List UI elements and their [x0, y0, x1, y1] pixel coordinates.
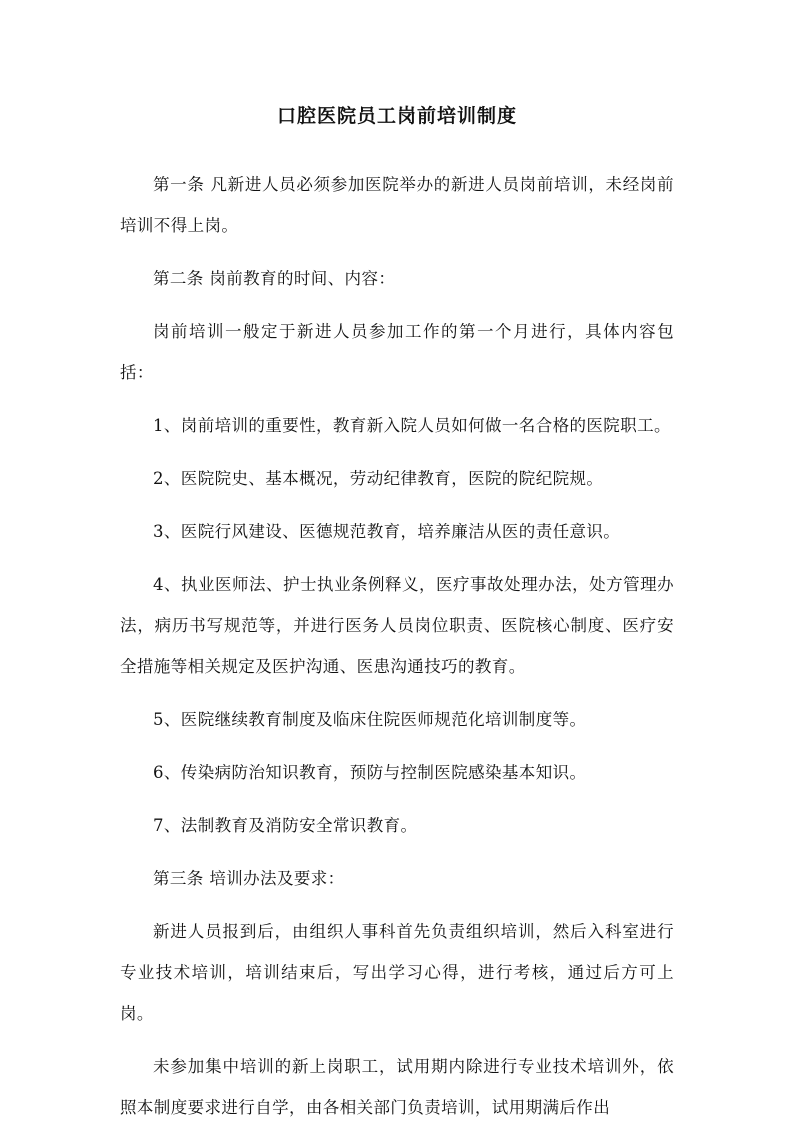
paragraph-item-5: 5、医院继续教育制度及临床住院医师规范化培训制度等。	[153, 710, 587, 729]
paragraph-article-2-heading: 第二条 岗前教育的时间、内容：	[153, 269, 396, 288]
paragraph-self-study: 未参加集中培训的新上岗职工，试用期内除进行专业技术培训外，依照本制度要求进行自学，由各相关部门负责培训，试用期满后作出	[120, 1057, 674, 1117]
paragraph-article-1: 第一条 凡新进人员必须参加医院举办的新进人员岗前培训，未经岗前培训不得上岗。	[120, 175, 674, 235]
paragraph-new-staff-training: 新进人员报到后，由组织人事科首先负责组织培训，然后入科室进行专业技术培训，培训结束后，写出学习心得，进行考核，通过后方可上岗。	[120, 922, 674, 1023]
paragraph-training-time: 岗前培训一般定于新进人员参加工作的第一个月进行，具体内容包括：	[120, 322, 674, 382]
document-title: 口腔医院员工岗前培训制度	[276, 105, 517, 127]
paragraph-article-3-heading: 第三条 培训办法及要求：	[153, 869, 345, 888]
paragraph-item-2: 2、医院院史、基本概况，劳动纪律教育，医院的院纪院规。	[153, 469, 604, 488]
paragraph-item-1: 1、岗前培训的重要性，教育新入院人员如何做一名合格的医院职工。	[153, 416, 671, 435]
paragraph-item-3: 3、医院行风建设、医德规范教育，培养廉洁从医的责任意识。	[153, 522, 621, 541]
paragraph-item-6: 6、传染病防治知识教育，预防与控制医院感染基本知识。	[153, 763, 587, 782]
paragraph-item-4: 4、执业医师法、护士执业条例释义，医疗事故处理办法，处方管理办法，病历书写规范等，并进行医务人员岗位职责、医院核心制度、医疗安全措施等相关规定及医护沟通、医患沟通技巧的教育。	[120, 575, 674, 676]
paragraph-item-7: 7、法制教育及消防安全常识教育。	[153, 816, 418, 835]
